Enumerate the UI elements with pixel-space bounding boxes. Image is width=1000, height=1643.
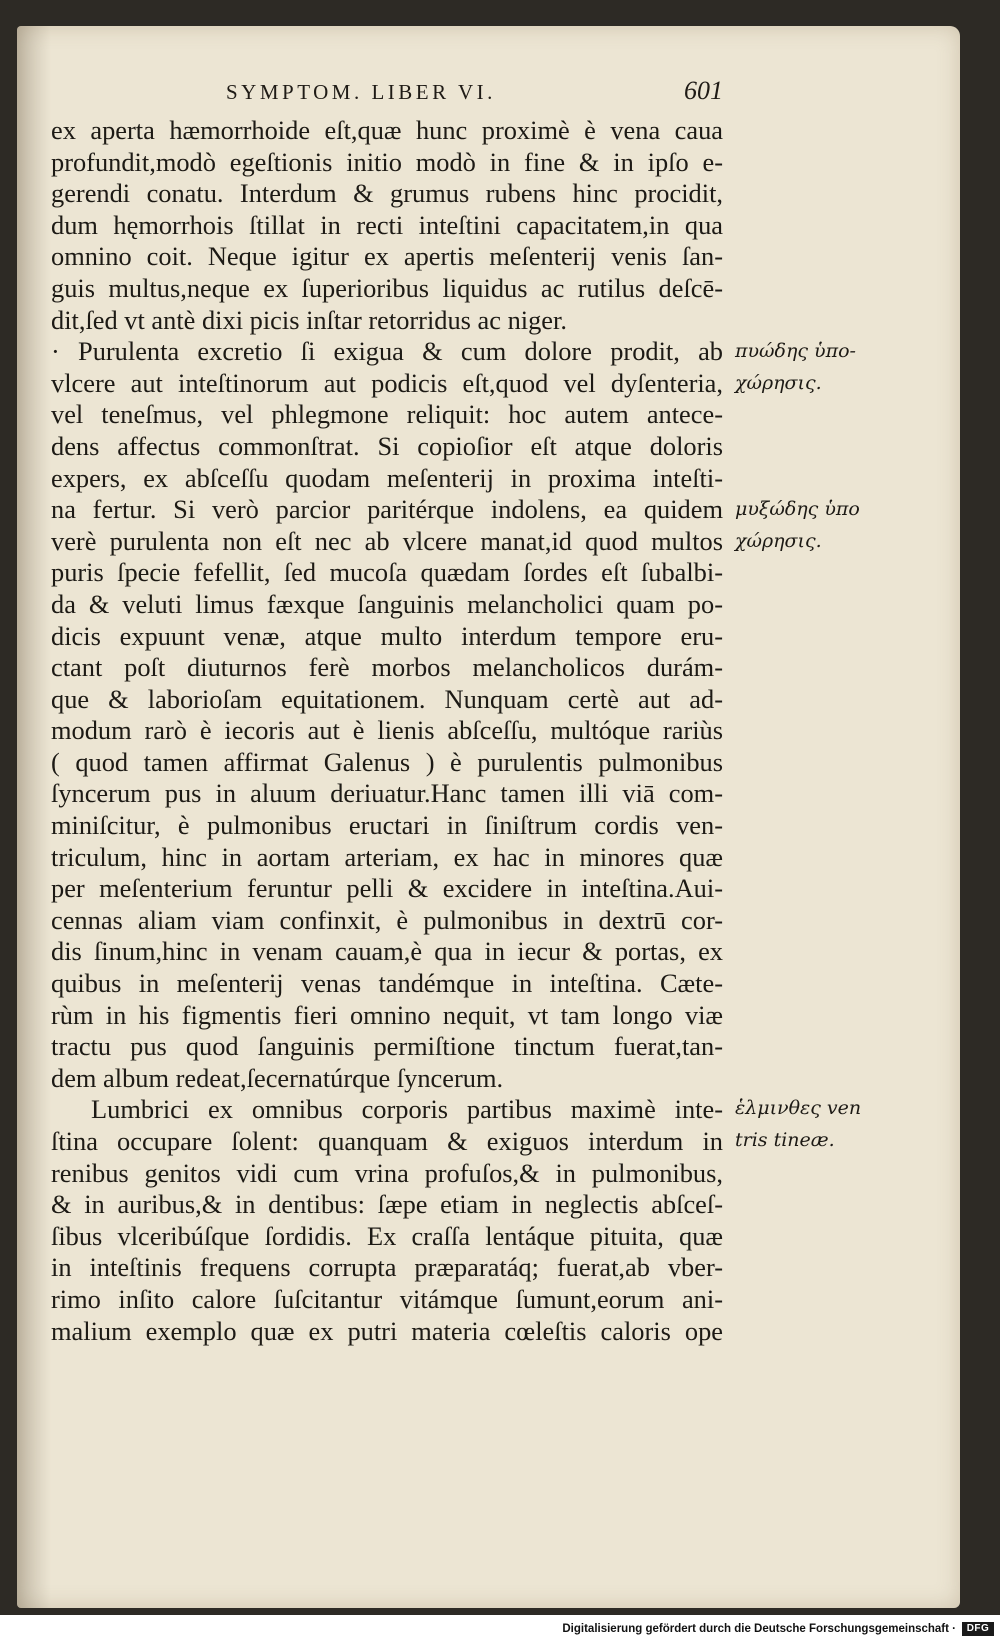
text-line: cennas aliam viam confinxit, è pulmonibus in dextrū cor-: [51, 904, 723, 935]
text-line: ſtina occupare ſolent: quanquam & exiguos interdum in: [51, 1126, 723, 1156]
text-line: dum hęmorrhois ſtillat in recti inteſtini capacitatem,in qua: [51, 209, 723, 240]
text-line: per meſenterium feruntur pelli & excidere in inteſtina.Aui-: [51, 873, 723, 904]
text-line: tractu pus quod ſanguinis permiſtione tinctum fuerat,tan-: [51, 1031, 723, 1062]
text-line: Lumbrici ex omnibus corporis partibus maximè inte-: [91, 1094, 723, 1125]
text-line: triculum, hinc in aortam arteriam, ex hac in minores quæ: [51, 841, 723, 872]
marginal-note-line: χώρησις.: [735, 371, 822, 394]
text-line: dit,ſed vt antè dixi picis inſtar retorridus ac niger.: [51, 304, 567, 335]
marginal-note-mucous: [735, 494, 945, 557]
text-line: expers, ex abſceſſu quodam meſenterij in proxima inteſti-: [51, 462, 723, 493]
text-line: dem album redeat,ſecernatúrque ſyncerum.: [51, 1062, 504, 1093]
marginal-note-line: μυξώδης ὑπο: [735, 498, 860, 520]
text-line: modum rarò è iecoris aut è lienis abſceſſu, multóque rariùs: [51, 715, 723, 746]
text-line: omnino coit. Neque igitur ex apertis meſenterij venis ſan-: [51, 241, 723, 272]
text-line: malium exemplo quæ ex putri materia cœleſtis caloris ope: [51, 1315, 723, 1346]
running-head-title: SYMPTOM. LIBER VI.: [226, 80, 496, 104]
text-line: profundit,modò egeſtionis initio modò in fine & in ipſo e-: [51, 146, 723, 177]
marginal-note-line: πυώδης ὑπο-: [735, 340, 856, 362]
text-line: verè purulenta non eſt nec ab vlcere manat,id quod multos: [51, 525, 723, 556]
text-line: que & laborioſam equitationem. Nunquam certè aut ad-: [51, 683, 723, 714]
text-line: ctant poſt diuturnos ferè morbos melancholicos durám-: [51, 652, 723, 683]
text-line: ſibus vlceribúſque ſordidis. Ex craſſa lentáque pituita, quæ: [51, 1220, 723, 1251]
text-line: dis ſinum,hinc in venam cauam,è qua in iecur & portas, ex: [51, 936, 723, 967]
text-line: puris ſpecie fefellit, ſed mucoſa quædam ſordes eſt ſubalbi-: [51, 557, 723, 588]
text-line: guis multus,neque ex ſuperioribus liquidus ac rutilus deſcē-: [51, 272, 723, 303]
footer-bar: [0, 1615, 1000, 1643]
text-line: rùm in his figmentis fieri omnino nequit, vt tam longo viæ: [51, 999, 723, 1030]
text-line: gerendi conatu. Interdum & grumus rubens hinc procidit,: [51, 178, 723, 209]
text-line: ( quod tamen affirmat Galenus ) è purulentis pulmonibus: [51, 746, 723, 777]
marginal-note-line: tris tineæ.: [735, 1128, 835, 1151]
text-line: in inteſtinis frequens corrupta præparatáq; fuerat,ab vber-: [51, 1252, 723, 1283]
page-number: 601: [684, 76, 723, 105]
funding-notice: Digitalisierung gefördert durch die Deutsche Forschungsgemeinschaft ·: [562, 1623, 956, 1635]
text-line: vlcere aut inteſtinorum aut podicis eſt,quod vel dyſenteria,: [51, 367, 723, 398]
text-line: na fertur. Si verò parcior paritérque indolens, ea quidem: [51, 494, 723, 525]
text-line: & in auribus,& in dentibus: ſæpe etiam in neglectis abſceſ-: [51, 1189, 723, 1220]
text-line: vel teneſmus, vel phlegmone reliquit: hoc autem antece-: [51, 399, 723, 430]
text-line: quibus in meſenterij venas tandémque in inteſtina. Cæte-: [51, 968, 723, 999]
text-line: ex aperta hæmorrhoide eſt,quæ hunc proximè è vena caua: [51, 115, 723, 145]
body-text: [51, 115, 723, 1347]
text-line: ſyncerum pus in aluum deriuatur.Hanc tamen illi viā com-: [51, 778, 723, 809]
dfg-logo: DFG: [962, 1622, 994, 1636]
text-line: dens affectus commonſtrat. Si copioſior eſt atque doloris: [51, 430, 723, 461]
running-head: [51, 70, 723, 110]
marginal-note-line: χώρησις.: [735, 529, 822, 552]
text-line: da & veluti limus fæxque ſanguinis melancholici quam po-: [51, 588, 723, 619]
text-line: rimo inſito calore ſuſcitantur vitámque ſumunt,eorum ani-: [51, 1283, 723, 1314]
marginal-note-purulent: [735, 336, 945, 399]
marginal-note-worms: [735, 1093, 945, 1156]
marginal-note-line: ἑλμινθες ven: [735, 1097, 862, 1119]
text-line: miniſcitur, è pulmonibus eructari in ſiniſtrum cordis ven-: [51, 810, 723, 841]
text-line: dicis expuunt venæ, atque multo interdum tempore eru-: [51, 620, 723, 651]
text-line: renibus genitos vidi cum vrina profuſos,& in pulmonibus,: [51, 1157, 723, 1188]
text-line: · Purulenta excretio ſi exigua & cum dolore prodit, ab: [51, 336, 723, 367]
